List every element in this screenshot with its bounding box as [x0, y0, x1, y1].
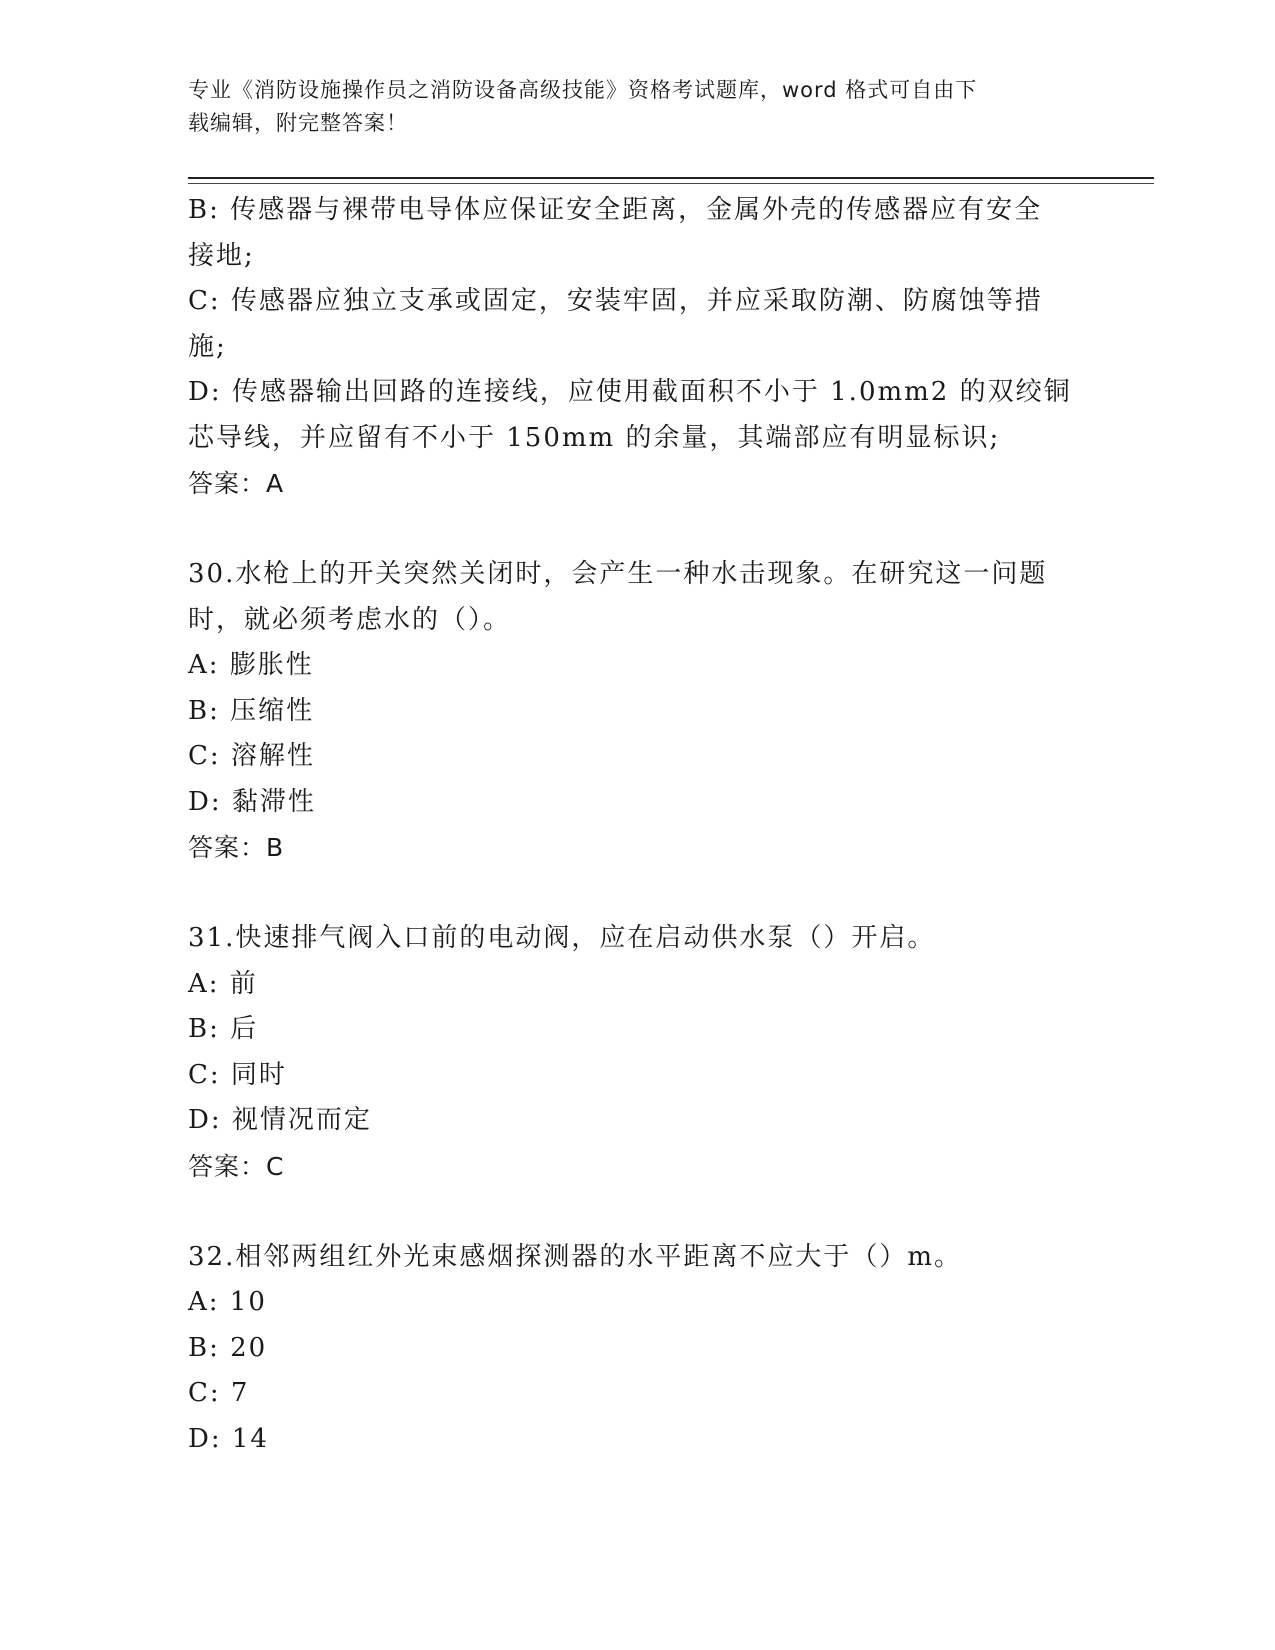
option-c: C: 7 — [188, 1378, 250, 1408]
question-32 — [188, 1235, 1078, 1463]
option-b: B: 后 — [188, 1014, 259, 1044]
option-d-line-2: 芯导线，并应留有不小于 150mm 的余量，其端部应有明显标识; — [188, 422, 1001, 453]
option-b-line-1: B: 传感器与裸带电导体应保证安全距离，金属外壳的传感器应有安全 — [188, 195, 1043, 225]
option-b: B: 20 — [188, 1332, 268, 1363]
question-30 — [188, 552, 1078, 871]
question-stem-line-1: 30.水枪上的开关突然关闭时，会产生一种水击现象。在研究这一问题 — [188, 559, 1048, 589]
spacer — [188, 871, 1078, 917]
answer-line: 答案：C — [188, 1151, 285, 1181]
document-body — [188, 188, 1078, 1462]
header-line-1: 专业《消防设施操作员之消防设备高级技能》资格考试题库，word 格式可自由下 — [188, 78, 978, 102]
spacer — [188, 1189, 1078, 1235]
question-stem: 32.相邻两组红外光束感烟探测器的水平距离不应大于（）m。 — [188, 1241, 963, 1272]
option-c: C: 溶解性 — [188, 741, 315, 771]
question-29-continued — [188, 188, 1078, 507]
option-c-line-2: 施; — [188, 331, 227, 362]
option-c-line-1: C: 传感器应独立支承或固定，安装牢固，并应采取防潮、防腐蚀等措 — [188, 286, 1043, 316]
header-line-2: 载编辑，附完整答案！ — [188, 111, 408, 135]
question-stem: 31.快速排气阀入口前的电动阀，应在启动供水泵（）开启。 — [188, 923, 936, 953]
question-31 — [188, 916, 1078, 1189]
header-rule-thin — [188, 183, 1154, 184]
option-c: C: 同时 — [188, 1059, 287, 1090]
option-d: D: 14 — [188, 1423, 269, 1454]
option-a: A: 10 — [188, 1287, 267, 1317]
answer-line: 答案：B — [188, 833, 285, 862]
header-rule-thick — [188, 177, 1154, 179]
option-a: A: 前 — [188, 968, 258, 999]
option-a: A: 膨胀性 — [188, 650, 314, 680]
option-b-line-2: 接地; — [188, 240, 255, 271]
answer-line: 答案：A — [188, 469, 285, 498]
option-d-line-1: D: 传感器输出回路的连接线，应使用截面积不小于 1.0mm2 的双绞铜 — [188, 377, 1072, 407]
spacer — [188, 507, 1078, 553]
document-header — [188, 74, 1068, 140]
option-d: D: 视情况而定 — [188, 1105, 372, 1135]
question-stem-line-2: 时，就必须考虑水的（）。 — [188, 604, 512, 635]
option-d: D: 黏滞性 — [188, 786, 316, 817]
option-b: B: 压缩性 — [188, 695, 315, 726]
